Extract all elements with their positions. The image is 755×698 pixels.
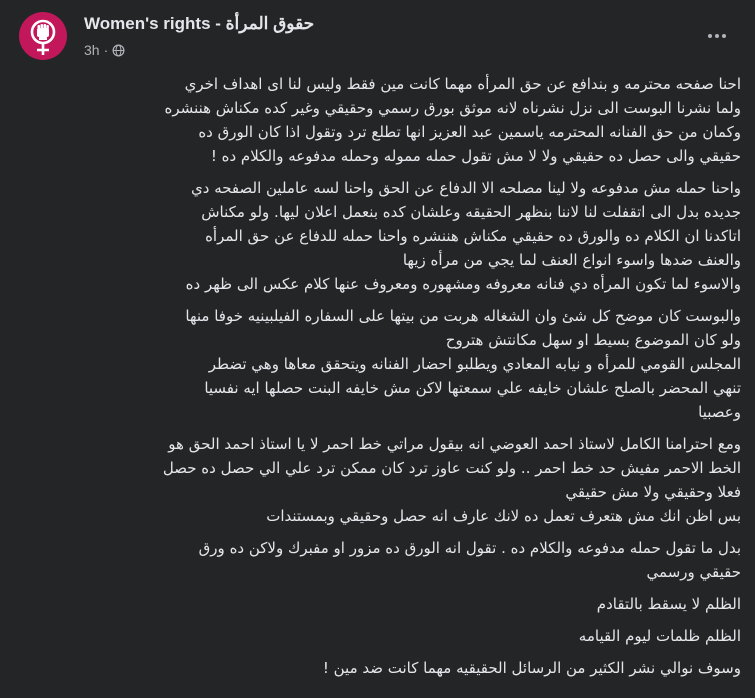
post-text-line: اتاكدنا ان الكلام ده والورق ده حقيقي مكناش هننشره واحنا حمله للدفاع عن حق المرأه [205, 227, 741, 245]
post-text-line: المجلس القومي للمرأه و نيابه المعادي ويطلبو احضار الفنانه ويتحقق معاها وهي تضطر [208, 355, 741, 373]
post-text-line: الظلم لا يسقط بالتقادم [596, 595, 741, 613]
post-text-line: واحنا حمله مش مدفوعه ولا لينا مصلحه الا الدفاع عن الحق واحنا لسه عاملين الصفحه دي [191, 179, 741, 197]
post-text-line: ومع احترامنا الكامل لاستاذ احمد العوضي انه بيقول مراتي خط احمر لا يا استاذ احمد الحق هو [168, 435, 741, 453]
post-paragraph [14, 432, 741, 528]
page-avatar[interactable] [19, 12, 67, 60]
post-text-line: والاسوء لما تكون المرأه دي فنانه معروفه ومشهوره ومعروف عنها كلام عكس الى ظهر ده [185, 275, 741, 293]
post-text-line: حقيقي ورسمي [646, 563, 741, 581]
globe-icon[interactable] [112, 44, 125, 57]
post-text-line: احنا صفحه محترمه و بندافع عن حق المرأه مهما كانت مين فقط وليس لنا اى اهداف اخري [184, 75, 741, 93]
post-meta [84, 40, 125, 60]
post-text-line: تنهي المحضر بالصلح علشان خايفه علي سمعتها لاكن مش خايفه البنت حصلها ايه نفسيا [204, 379, 741, 397]
post-text-line: فعلا وحقيقي ولا مش حقيقي [565, 483, 741, 501]
post-time-link[interactable]: 3h [84, 42, 100, 58]
post-text-line: وعصبيا [698, 403, 741, 421]
post-body-text [14, 72, 741, 688]
post-text-line: والعنف ضدها واسوء انواع العنف لما يجي من مرأه زيها [402, 251, 741, 269]
post-paragraph [14, 624, 741, 648]
post-text-line: وكمان من حق الفنانه المحترمه ياسمين عبد العزيز انها تطلع ترد وتقول اذا كان الورق ده [198, 123, 741, 141]
post-text-line: وسوف نوالي نشر الكثير من الرسائل الحقيقيه مهما كانت ضد مين ! [322, 659, 741, 677]
post-text-line: بدل ما تقول حمله مدفوعه والكلام ده . تقول انه الورق ده مزور او مفبرك ولاكن ده ورق [198, 539, 741, 557]
raised-fist-female-symbol-icon [19, 12, 67, 60]
post-text-line: جديده بدل الى اتقفلت لنا لاننا بنظهر الحقيقه وعلشان كده بنعمل اعلان ليها. ولو مكناش [201, 203, 741, 221]
post-paragraph [14, 176, 741, 296]
post-text-line: ولو كان الموضوع بسيط او سهل مكانتش هتروح [445, 331, 741, 349]
post-paragraph [14, 304, 741, 424]
post-text-line: حقيقي والى حصل ده حقيقي ولا لا مش تقول حمله مموله وحمله مدفوعه والكلام ده ! [210, 147, 741, 165]
post-paragraph [14, 72, 741, 168]
more-options-button[interactable] [699, 22, 735, 50]
post-paragraph [14, 592, 741, 616]
post-paragraph [14, 536, 741, 584]
more-horizontal-icon-dot [708, 34, 712, 38]
post-paragraph [14, 656, 741, 680]
post-text-line: بس اظن انك مش هتعرف تعمل ده لانك عارف انه حصل وحقيقي وبمستندات [266, 507, 741, 525]
post-text-line: والبوست كان موضح كل شئ وان الشغاله هربت من بيتها على السفاره الفيلبينيه خوفا منها [185, 307, 741, 325]
post-text-line: الظلم ظلمات ليوم القيامه [578, 627, 741, 645]
meta-separator: · [103, 42, 109, 58]
post-header [0, 0, 755, 70]
page-name-link[interactable]: Women's rights - حقوق المرأة [84, 14, 315, 33]
post-text-line: ولما نشرنا البوست الى نزل نشرناه لانه موثق بورق رسمي وحقيقي وغير كده مكناش هننشره [164, 99, 741, 117]
more-horizontal-icon-dot [722, 34, 726, 38]
more-horizontal-icon-dot [715, 34, 719, 38]
post-text-line: الخط الاحمر مفيش حد خط احمر .. ولو كنت عاوز ترد كان ممكن ترد علي الي حصل ده حصل [162, 459, 741, 477]
